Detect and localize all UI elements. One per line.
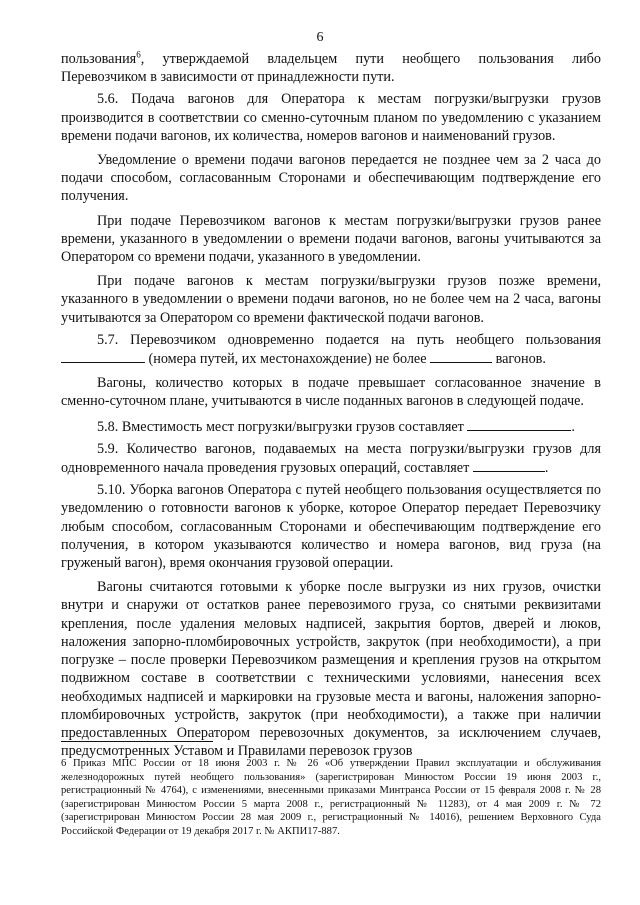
- clause-5-9: 5.9. Количество вагонов, подаваемых на места погрузки/выгрузки грузов для одновременного начала проведения грузовых операций, составляет .: [61, 440, 601, 477]
- clause-5-10: 5.10. Уборка вагонов Оператора с путей необщего пользования осуществляется по уведомлению о готовности вагонов к уборке, которое Оператор передает Перевозчику любым способом, согласованным Сторонами и обеспечивающим подтверждение его получения, в котором указываются количество и номера вагонов, вид груза (на груженый вагон), время окончания грузовой операции.: [61, 482, 601, 572]
- clause-5-8: 5.8. Вместимость мест погрузки/выгрузки грузов составляет .: [97, 418, 575, 435]
- footnote-separator: [61, 741, 213, 742]
- paragraph-early-supply: При подаче Перевозчиком вагонов к местам погрузки/выгрузки грузов ранее времени, указанного в уведомлении о времени подачи вагонов, вагоны учитываются за Оператором со времени подачи, указанного в уведомлении.: [61, 212, 601, 266]
- paragraph-late-supply: При подаче вагонов к местам погрузки/выгрузки грузов позже времени, указанного в уведомлении о времени подачи вагонов, но не более чем на 2 часа, вагоны учитываются за Оператором со времени фактической подачи вагонов.: [61, 273, 601, 326]
- blank-track-numbers: [61, 349, 145, 363]
- footnote-ref: 6: [136, 49, 141, 60]
- paragraph-excess-wagons: Вагоны, количество которых в подаче превышает согласованное значение в сменно-суточном плане, учитываются в числе поданных вагонов в следующей подаче.: [61, 375, 601, 410]
- blank-wagon-count: [430, 349, 492, 363]
- document-body: [61, 50, 601, 764]
- paragraph-continuation: пользования$^6$, утверждаемой владельцем пути необщего пользования либо Перевозчиком в зависимости от принадлежности пути.: [61, 49, 601, 86]
- blank-wagon-quantity: [473, 458, 545, 472]
- paragraph-ready-for-removal: Вагоны считаются готовыми к уборке после выгрузки из них грузов, очистки внутри и снаружи от остатков ранее перевозимого груза, со снятыми реквизитами крепления, после удаления меловых надписей, закрытия бортов, дверей и люков, наложения запорно-пломбировочных устройств, закруток (при необходимости), а при погрузке – после проверки Перевозчиком размещения и крепления грузов на открытом подвижном составе в соответствии с техническими условиями, нанесения всех необходимых надписей и маркировки на грузовые места и вагоны, наложения запорно-пломбировочных устройств, закруток (при необходимости), а также при наличии предоставленных Оператором перевозочных документов, за исключением случаев, предусмотренных Уставом и Правилами перевозок грузов: [61, 579, 601, 760]
- clause-5-6: 5.6. Подача вагонов для Оператора к местам погрузки/выгрузки грузов производится в соответствии со сменно-суточным планом по уведомлению с указанием времени подачи вагонов, их количества, номеров вагонов и наименований грузов.: [61, 91, 601, 144]
- page-number: 6: [316, 30, 324, 45]
- paragraph-notice: Уведомление о времени подачи вагонов передается не позднее чем за 2 часа до подачи способом, согласованным Сторонами и обеспечивающим подтверждение его получения.: [61, 152, 601, 205]
- footnote: 6 Приказ МПС России от 18 июня 2003 г. № 26 «Об утверждении Правил эксплуатации и обслуживания железнодорожных путей необщего пользования» (зарегистрирован Минюстом России 19 июня 2003 г., регистрационный № 4764), с изменениями, внесенными приказами Минтранса России от 15 февраля 2008 г. № 28 (зарегистрирован Минюстом России 5 марта 2008 г., регистрационный № 11283), от 4 мая 2009 г. № 72 (зарегистрирован Минюстом России 28 мая 2009 г., регистрационный № 14016), решением Верховного Суда Российской Федерации от 19 декабря 2017 г. № АКПИ17-887.: [61, 758, 601, 837]
- clause-5-7: 5.7. Перевозчиком одновременно подается на путь необщего пользования (номера путей, их местонахождение) не более вагонов.: [61, 331, 601, 368]
- blank-capacity: [467, 417, 571, 431]
